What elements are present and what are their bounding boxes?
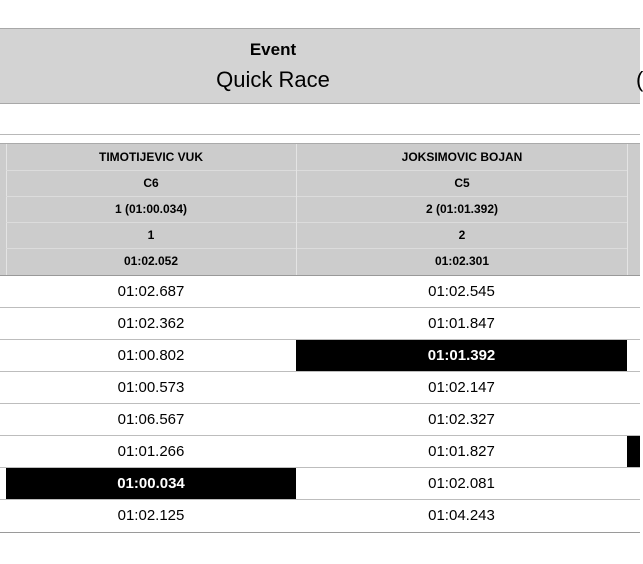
driver-position: 1 xyxy=(6,222,296,249)
lap-row xyxy=(0,372,640,404)
lap-time-driver-2: 01:02.327 xyxy=(428,411,495,428)
lap-row xyxy=(0,468,640,500)
best-lap-marker-next-column xyxy=(627,436,640,467)
driver-best-position: 1 (01:00.034) xyxy=(6,196,296,223)
lap-row xyxy=(0,308,640,340)
lap-row xyxy=(0,500,640,533)
driver-car: C5 xyxy=(297,170,627,197)
best-lap-time-driver-2: 01:01.392 xyxy=(296,340,627,371)
lap-row xyxy=(0,404,640,436)
driver-name: JOKSIMOVIC BOJAN xyxy=(297,144,627,171)
driver-position: 2 xyxy=(297,222,627,249)
driver-best-position: 2 (01:01.392) xyxy=(297,196,627,223)
event-label: Event xyxy=(249,40,297,59)
lap-time-driver-2: 01:04.243 xyxy=(428,507,495,524)
lap-time-driver-1: 01:01.266 xyxy=(117,443,185,460)
column-divider xyxy=(627,144,628,275)
lap-time-driver-1: 01:02.687 xyxy=(117,283,185,300)
lap-time-driver-1: 01:06.567 xyxy=(117,411,185,428)
lap-time-driver-1: 01:00.573 xyxy=(117,379,185,396)
lap-time-driver-1: 01:02.125 xyxy=(117,507,185,524)
lap-time-driver-2: 01:02.081 xyxy=(428,475,495,492)
best-lap-time-driver-1: 01:00.034 xyxy=(6,468,296,499)
section-divider xyxy=(0,134,640,135)
driver-avg-time: 01:02.301 xyxy=(434,254,490,268)
driver-avg-time: 01:02.052 xyxy=(123,254,179,268)
lap-time-driver-2: 01:01.827 xyxy=(428,443,495,460)
lap-time-driver-2: 01:02.545 xyxy=(428,283,495,300)
lap-time-driver-2: 01:02.147 xyxy=(428,379,495,396)
event-header xyxy=(0,28,643,104)
event-next-value-fragment: ( xyxy=(636,67,643,92)
lap-time-driver-1: 01:00.802 xyxy=(117,347,185,364)
lap-row xyxy=(0,340,640,372)
driver-car: C6 xyxy=(6,170,296,197)
lap-row xyxy=(0,436,640,468)
driver-name: TIMOTIJEVIC VUK xyxy=(6,144,296,171)
event-value: Quick Race xyxy=(216,67,330,92)
lap-time-driver-1: 01:02.362 xyxy=(117,315,185,332)
lap-time-driver-2: 01:01.847 xyxy=(428,315,495,332)
lap-row xyxy=(0,276,640,308)
driver-header xyxy=(0,143,640,276)
lap-times-table xyxy=(0,276,640,533)
